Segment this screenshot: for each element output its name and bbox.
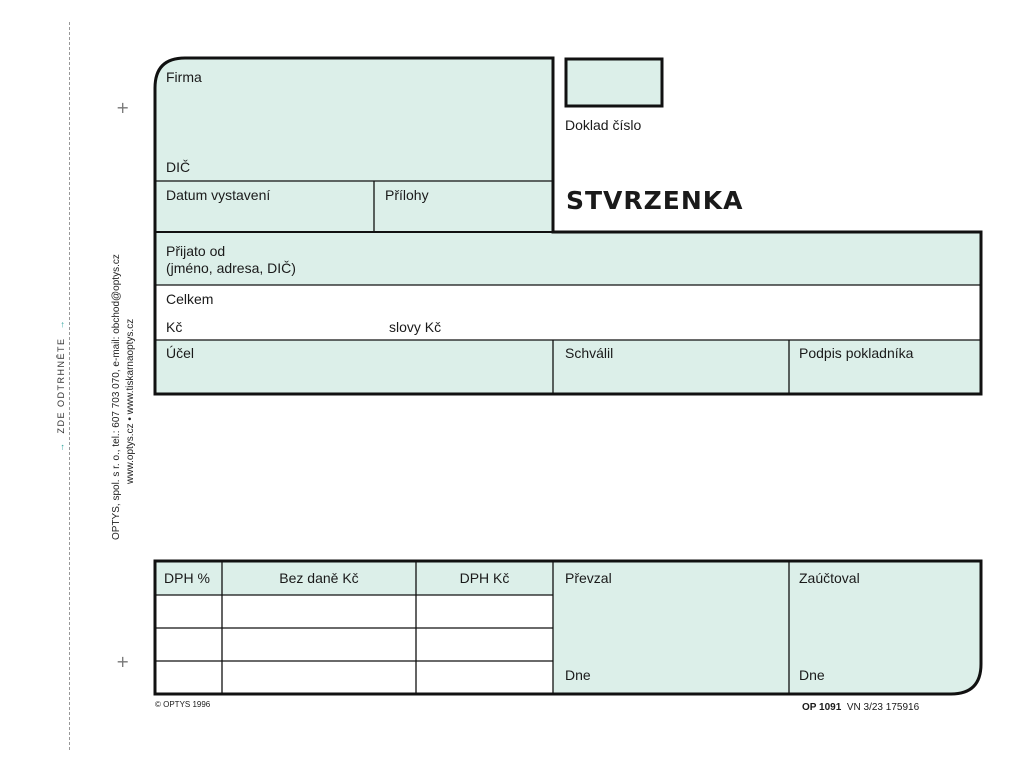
copyright-notice: © OPTYS 1996 (155, 700, 211, 709)
label-dne-zauctoval: Dne (799, 667, 825, 683)
label-podpis-pokladnika: Podpis pokladníka (799, 345, 914, 361)
doc-number-box-fill (566, 59, 662, 106)
registration-mark-bottom: + (116, 652, 130, 671)
publisher-websites: www.optys.cz • www.tiskarnaoptys.cz (125, 318, 136, 484)
label-prijato-od: Přijato od (166, 243, 226, 259)
label-prilohy: Přílohy (385, 187, 429, 203)
publisher-contact: OPTYS, spol. s r. o., tel.: 607 703 070, e-mail: obchod@optys.cz (111, 254, 122, 540)
form-code (802, 702, 919, 713)
label-firma: Firma (166, 69, 202, 85)
header-dph-percent: DPH % (164, 570, 210, 586)
label-prevzal: Převzal (565, 570, 612, 586)
label-dne-prevzal: Dne (565, 667, 591, 683)
header-bez-dane: Bez daně Kč (279, 570, 359, 586)
label-zauctoval: Zaúčtoval (799, 570, 860, 586)
label-datum-vystaveni: Datum vystavení (166, 187, 271, 203)
form-code-version: VN 3/23 175916 (846, 702, 920, 713)
document-title: STVRZENKA (566, 186, 744, 215)
label-doklad-cislo: Doklad číslo (565, 117, 642, 133)
tear-off-label: → ZDE ODTRHNĚTE → (56, 318, 66, 452)
label-slovy-kc: slovy Kč (389, 319, 442, 335)
label-schvalil: Schválil (565, 345, 614, 361)
label-ucel: Účel (166, 345, 195, 361)
label-dic: DIČ (166, 159, 191, 175)
form-code-number: OP 1091 (802, 702, 842, 713)
label-kc: Kč (166, 319, 183, 335)
label-prijato-detail: (jméno, adresa, DIČ) (166, 260, 296, 276)
label-celkem: Celkem (166, 291, 214, 307)
header-dph-kc: DPH Kč (459, 570, 510, 586)
registration-mark-top: + (116, 98, 130, 117)
